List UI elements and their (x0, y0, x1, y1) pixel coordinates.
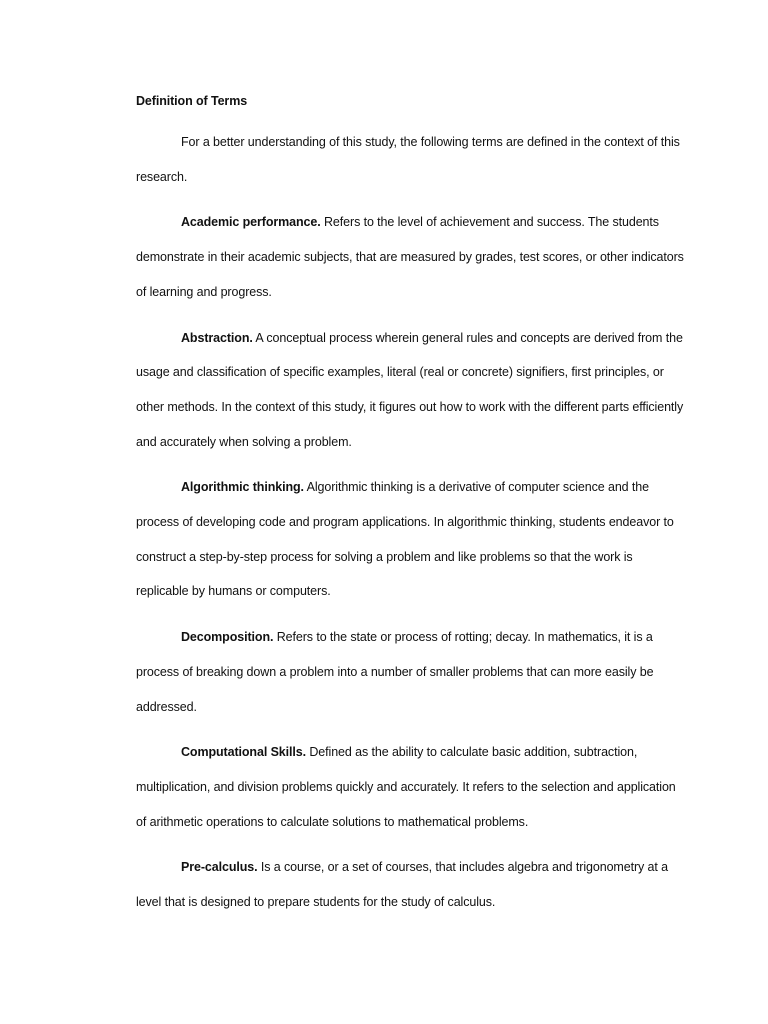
term-definition: Refers to the level of achievement and success. The students demonstrate in their academic subjects, that are measured by grades, test scores, or other indicators of learning and progress. (136, 215, 684, 299)
term-label: Abstraction. (181, 330, 253, 345)
term-definition: Refers to the state or process of rotting; decay. In mathematics, it is a process of breaking down a problem into a number of smaller problems that can more easily be addressed. (136, 630, 654, 714)
section-heading: Definition of Terms (136, 94, 248, 108)
term-definition: Is a course, or a set of courses, that includes algebra and trigonometry at a level that is designed to prepare students for the study of calculus. (136, 860, 668, 910)
term-label: Pre-calculus. (181, 860, 258, 875)
term-definition: Defined as the ability to calculate basic addition, subtraction, multiplication, and division problems quickly and accurately. It refers to the selection and application of arithmetic operations to calculate solutions to mathematical problems. (136, 745, 676, 829)
term-label: Computational Skills. (181, 745, 306, 760)
definition-algorithmic-thinking (136, 470, 684, 609)
definition-academic-performance (136, 205, 684, 309)
term-definition: A conceptual process wherein general rules and concepts are derived from the usage and classification of specific examples, literal (real or concrete) signifiers, first principles, or other methods. In the context of this study, it figures out how to work with the different parts efficiently and accurately when solving a problem. (136, 330, 684, 449)
term-label: Algorithmic thinking. (181, 480, 304, 495)
document-body (136, 88, 684, 931)
definition-computational-skills (136, 735, 684, 839)
definition-decomposition (136, 620, 684, 724)
definition-abstraction (136, 321, 684, 460)
definition-pre-calculus (136, 850, 684, 919)
intro-paragraph: For a better understanding of this study, the following terms are defined in the context of this research. (136, 135, 680, 184)
term-label: Academic performance. (181, 215, 321, 230)
term-label: Decomposition. (181, 630, 274, 645)
term-definition: Algorithmic thinking is a derivative of computer science and the process of developing code and program applications. In algorithmic thinking, students endeavor to construct a step-by-step process for solving a problem and like problems so that the work is replicable by humans or computers. (136, 480, 674, 599)
